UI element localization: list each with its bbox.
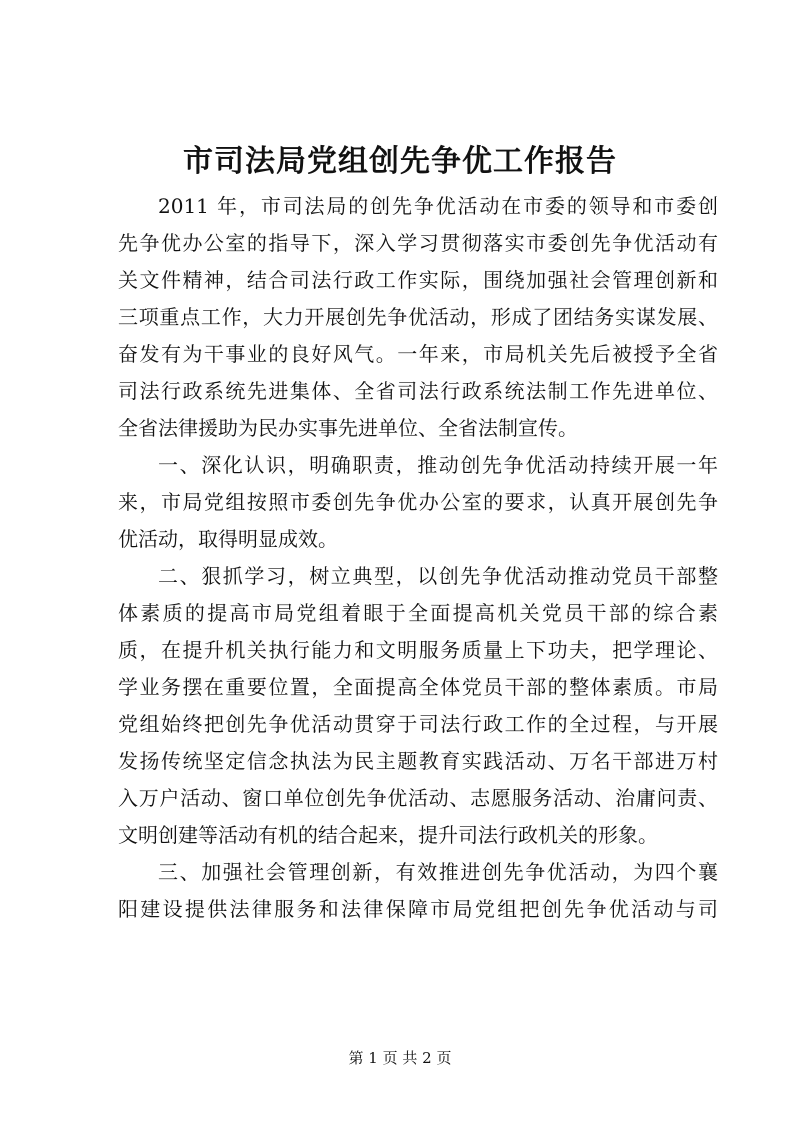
- paragraph-line: 文明创建等活动有机的结合起来，提升司法行政机关的形象。: [118, 823, 658, 847]
- paragraph-line: 二、狠抓学习，树立典型，以创先争优活动推动党员干部整: [158, 564, 718, 588]
- paragraph-line: 三、加强社会管理创新，有效推进创先争优活动，为四个襄: [158, 860, 718, 884]
- paragraph-line: 奋发有为干事业的良好风气。一年来，市局机关先后被授予全省: [118, 342, 718, 366]
- paragraph-line: 关文件精神，结合司法行政工作实际，围绕加强社会管理创新和: [118, 268, 718, 292]
- paragraph-4: [118, 854, 718, 928]
- paragraph-line: 2011 年，市司法局的创先争优活动在市委的领导和市委创: [158, 194, 718, 218]
- document-title: 市司法局党组创先争优工作报告: [183, 144, 617, 179]
- paragraph-line: 入万户活动、窗口单位创先争优活动、志愿服务活动、治庸问责、: [118, 786, 718, 810]
- paragraph-line: 质，在提升机关执行能力和文明服务质量上下功夫，把学理论、: [118, 638, 718, 662]
- paragraph-line: 一、深化认识，明确职责，推动创先争优活动持续开展一年: [158, 453, 718, 477]
- paragraph-line: 全省法律援助为民办实事先进单位、全省法制宣传。: [118, 416, 578, 440]
- paragraph-line: 来，市局党组按照市委创先争优办公室的要求，认真开展创先争: [118, 490, 718, 514]
- paragraph-line: 学业务摆在重要位置，全面提高全体党员干部的整体素质。市局: [118, 675, 718, 699]
- paragraph-line: 三项重点工作，大力开展创先争优活动，形成了团结务实谋发展、: [118, 305, 718, 329]
- paragraph-line: 优活动，取得明显成效。: [118, 527, 338, 551]
- paragraph-line: 发扬传统坚定信念执法为民主题教育实践活动、万名干部进万村: [118, 749, 718, 773]
- paragraph-3: [118, 558, 718, 854]
- paragraph-line: 司法行政系统先进集体、全省司法行政系统法制工作先进单位、: [118, 379, 718, 403]
- paragraph-line: 先争优办公室的指导下，深入学习贯彻落实市委创先争优活动有: [118, 231, 718, 255]
- document-body: [118, 188, 718, 928]
- paragraph-line: 党组始终把创先争优活动贯穿于司法行政工作的全过程，与开展: [118, 712, 718, 736]
- paragraph-line: 体素质的提高市局党组着眼于全面提高机关党员干部的综合素: [118, 601, 718, 625]
- paragraph-line: 阳建设提供法律服务和法律保障市局党组把创先争优活动与司: [118, 897, 718, 921]
- page-footer: 第 1 页 共 2 页: [348, 1049, 452, 1067]
- paragraph-2: [118, 447, 718, 558]
- paragraph-1: [118, 188, 718, 447]
